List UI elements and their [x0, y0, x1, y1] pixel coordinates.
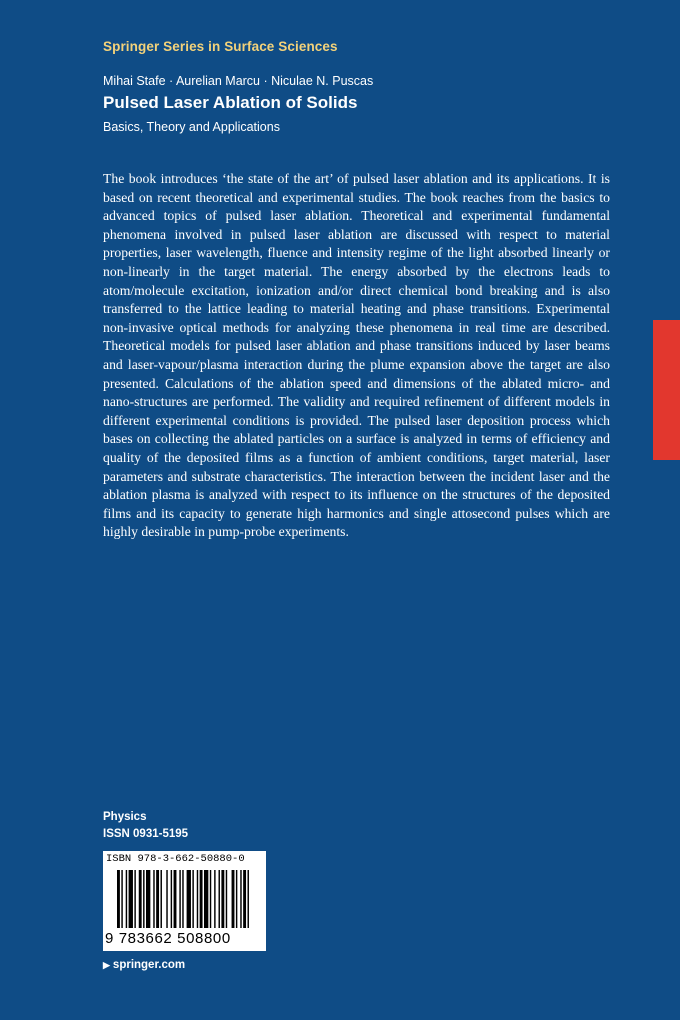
barcode-bar — [179, 870, 180, 928]
barcode-bar — [219, 870, 220, 928]
website-label: springer.com — [112, 959, 186, 971]
barcode-bar — [146, 870, 150, 928]
series-title: Springer Series in Surface Sciences — [103, 39, 338, 54]
publisher-website[interactable] — [103, 959, 185, 971]
triangle-right-icon: ▶ — [103, 960, 110, 970]
barcode-bar — [248, 870, 249, 928]
accent-tab — [653, 320, 680, 460]
issn-number: ISSN 0931-5195 — [103, 828, 189, 840]
barcode — [103, 851, 266, 951]
barcode-bar — [221, 870, 224, 928]
subject-category: Physics — [103, 811, 147, 823]
barcode-bar — [121, 870, 122, 928]
isbn-number: ISBN 978-3-662-50880-0 — [106, 853, 245, 865]
barcode-bar — [232, 870, 235, 928]
barcode-bar — [174, 870, 177, 928]
barcode-bar — [197, 870, 198, 928]
barcode-bar — [226, 870, 227, 928]
barcode-bar — [182, 870, 183, 928]
barcode-bar — [243, 870, 246, 928]
barcode-bar — [236, 870, 237, 928]
barcode-bar — [134, 870, 135, 928]
barcode-bar — [187, 870, 191, 928]
ean-number: 9 783662 508800 — [105, 930, 231, 947]
barcode-bar — [214, 870, 215, 928]
barcode-bar — [153, 870, 154, 928]
barcode-bar — [129, 870, 133, 928]
barcode-bar — [161, 870, 162, 928]
barcode-bar — [139, 870, 142, 928]
barcode-bar — [210, 870, 211, 928]
barcode-bar — [192, 870, 193, 928]
barcode-bar — [126, 870, 127, 928]
barcode-bar — [143, 870, 144, 928]
barcode-bar — [200, 870, 203, 928]
book-subtitle: Basics, Theory and Applications — [103, 120, 280, 134]
barcode-bar — [240, 870, 241, 928]
book-description: The book introduces ‘the state of the art’ of pulsed laser ablation and its applications. It is based on recent theoretical and experimental studies. The book reaches from the basics to advanced topics of pulsed laser ablation. Theoretical and experimental fundamental phenomena involved in pulsed laser ablation are discussed with respect to material properties, laser wavelength, fluence and intensity regime of the light absorbed linearly or non-linearly in the target material. The energy absorbed by the electrons leads to atom/molecule excitation, ionization and/or direct chemical bond breaking and is also transferred to the lattice leading to material heating and phase transitions. Experimental non-invasive optical methods for analyzing these phenomena in real time are described. Theoretical models for pulsed laser ablation and phase transitions induced by laser beams and laser-vapour/plasma interaction during the plume expansion above the target are also presented. Calculations of the ablation speed and dimensions of the ablated micro- and nano-structures are performed. The validity and required refinement of different models in different experimental conditions is provided. The pulsed laser deposition process which bases on collecting the ablated particles on a surface is analyzed in terms of efficiency and quality of the deposited films as a function of ambient conditions, target material, laser parameters and substrate characteristics. The interaction between the incident laser and the ablation plasma is analyzed with respect to its influence on the structures of the deposited films and its capacity to generate high harmonics and single attosecond pulses which are highly desirable in pump-probe experiments. — [103, 171, 610, 540]
barcode-bar — [166, 870, 167, 928]
barcode-bar — [156, 870, 159, 928]
book-authors: Mihai Stafe · Aurelian Marcu · Niculae N. Puscas — [103, 74, 374, 88]
barcode-bar — [171, 870, 172, 928]
barcode-bar — [117, 870, 120, 928]
barcode-bar — [204, 870, 208, 928]
book-title: Pulsed Laser Ablation of Solids — [103, 93, 358, 112]
